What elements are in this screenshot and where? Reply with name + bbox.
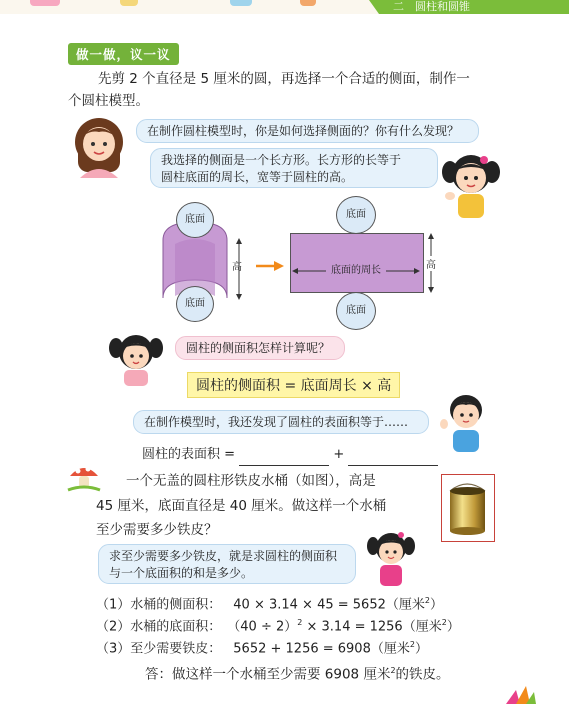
squared-mark: 2 <box>441 618 447 627</box>
step-1-expression: 40 × 3.14 × 45 = 5652（厘米 <box>233 597 425 613</box>
girl-pigtails-avatar <box>366 528 416 586</box>
hint-line-1: 求至少需要多少铁皮，就是求圆柱的侧面积 <box>109 549 338 563</box>
top-decoration <box>30 0 60 6</box>
answer-blank-1[interactable] <box>239 451 329 466</box>
intro-line-1: 先剪 2 个直径是 5 厘米的圆，再选择一个合适的侧面，制作一 <box>98 71 470 87</box>
net-height-label: 高 <box>426 256 436 271</box>
speech-bubble-answer <box>150 148 438 188</box>
base-label: 底面 <box>346 305 366 316</box>
corner-decoration <box>506 686 536 704</box>
step-2-label: （2）水桶的底面积： <box>96 619 222 635</box>
base-label: 底面 <box>185 298 205 309</box>
net-bottom-base <box>336 292 376 330</box>
girl-pigtails-avatar <box>440 150 502 220</box>
net-top-base <box>336 196 376 234</box>
step-3-expression: 5652 + 1256 = 6908（厘米 <box>233 641 410 657</box>
surface-area-label: 圆柱的表面积 = <box>142 447 236 462</box>
girl-pigtails-avatar <box>108 330 164 386</box>
top-decoration <box>120 0 138 6</box>
bubble-text-line-2: 圆柱底面的周长，宽等于圆柱的高。 <box>161 170 354 184</box>
circumference-label: 底面的周长 <box>331 265 381 276</box>
step-1-label: （1）水桶的侧面积： <box>96 597 222 613</box>
squared-mark: 2 <box>424 596 430 605</box>
cylinder-top-base <box>176 202 214 238</box>
answer-text-a: 答：做这样一个水桶至少需要 6908 厘米 <box>145 666 391 683</box>
plus-sign: + <box>333 447 345 462</box>
top-decoration <box>300 0 316 6</box>
hint-bubble <box>98 544 356 584</box>
hint-line-2: 与一个底面积的和是多少。 <box>109 566 254 580</box>
close-paren: ） <box>429 597 443 613</box>
close-paren: ） <box>414 641 428 657</box>
problem-line-1: 一个无盖的圆柱形铁皮水桶（如图），高是 <box>126 473 376 489</box>
intro-line-2: 个圆柱模型。 <box>68 93 149 109</box>
bubble-text: 在制作模型时，我还发现了圆柱的表面积等于…… <box>144 415 409 429</box>
squared-mark: 2 <box>297 618 303 627</box>
step-2-expression-b: × 3.14 = 1256（厘米 <box>302 619 442 635</box>
mushroom-icon <box>66 460 102 492</box>
girl-avatar <box>66 116 132 178</box>
speech-bubble-question <box>136 119 479 143</box>
bubble-text: 圆柱的侧面积怎样计算呢？ <box>186 341 331 355</box>
boy-avatar <box>436 390 494 452</box>
close-paren: ） <box>446 619 460 635</box>
bubble-text: 在制作圆柱模型时，你是如何选择侧面的？你有什么发现？ <box>147 124 460 138</box>
unfold-arrow <box>256 257 284 269</box>
bubble-text-line-1: 我选择的侧面是一个长方形。长方形的长等于 <box>161 153 402 167</box>
step-3-label: （3）至少需要铁皮： <box>96 641 222 657</box>
answer-text-b: 的铁皮。 <box>395 666 450 683</box>
answer-blank-2[interactable] <box>348 451 438 466</box>
problem-line-3: 至少需要多少铁皮？ <box>96 522 218 538</box>
section-heading: 做一做，议一议 <box>68 43 179 65</box>
cylinder-bottom-base <box>176 286 214 322</box>
surface-area-formula <box>142 444 438 466</box>
solution-step-3 <box>96 634 428 660</box>
base-label: 底面 <box>346 209 366 220</box>
squared-mark: 2 <box>409 640 415 649</box>
problem-line-2: 45 厘米，底面直径是 40 厘米。做这样一个水桶 <box>96 498 387 514</box>
speech-bubble-question <box>175 336 345 360</box>
step-2-expression-a: （40 ÷ 2） <box>227 619 298 635</box>
speech-bubble-statement <box>133 410 429 434</box>
squared-mark: 2 <box>390 666 396 675</box>
cylinder-height-label: 高 <box>232 262 242 273</box>
bucket-image <box>441 474 495 542</box>
solution-answer <box>145 660 450 686</box>
base-label: 底面 <box>185 214 205 225</box>
lateral-area-formula: 圆柱的侧面积 = 底面周长 × 高 <box>187 372 400 398</box>
chapter-tab: 二 圆柱和圆锥 <box>379 0 569 14</box>
top-decoration <box>230 0 252 6</box>
